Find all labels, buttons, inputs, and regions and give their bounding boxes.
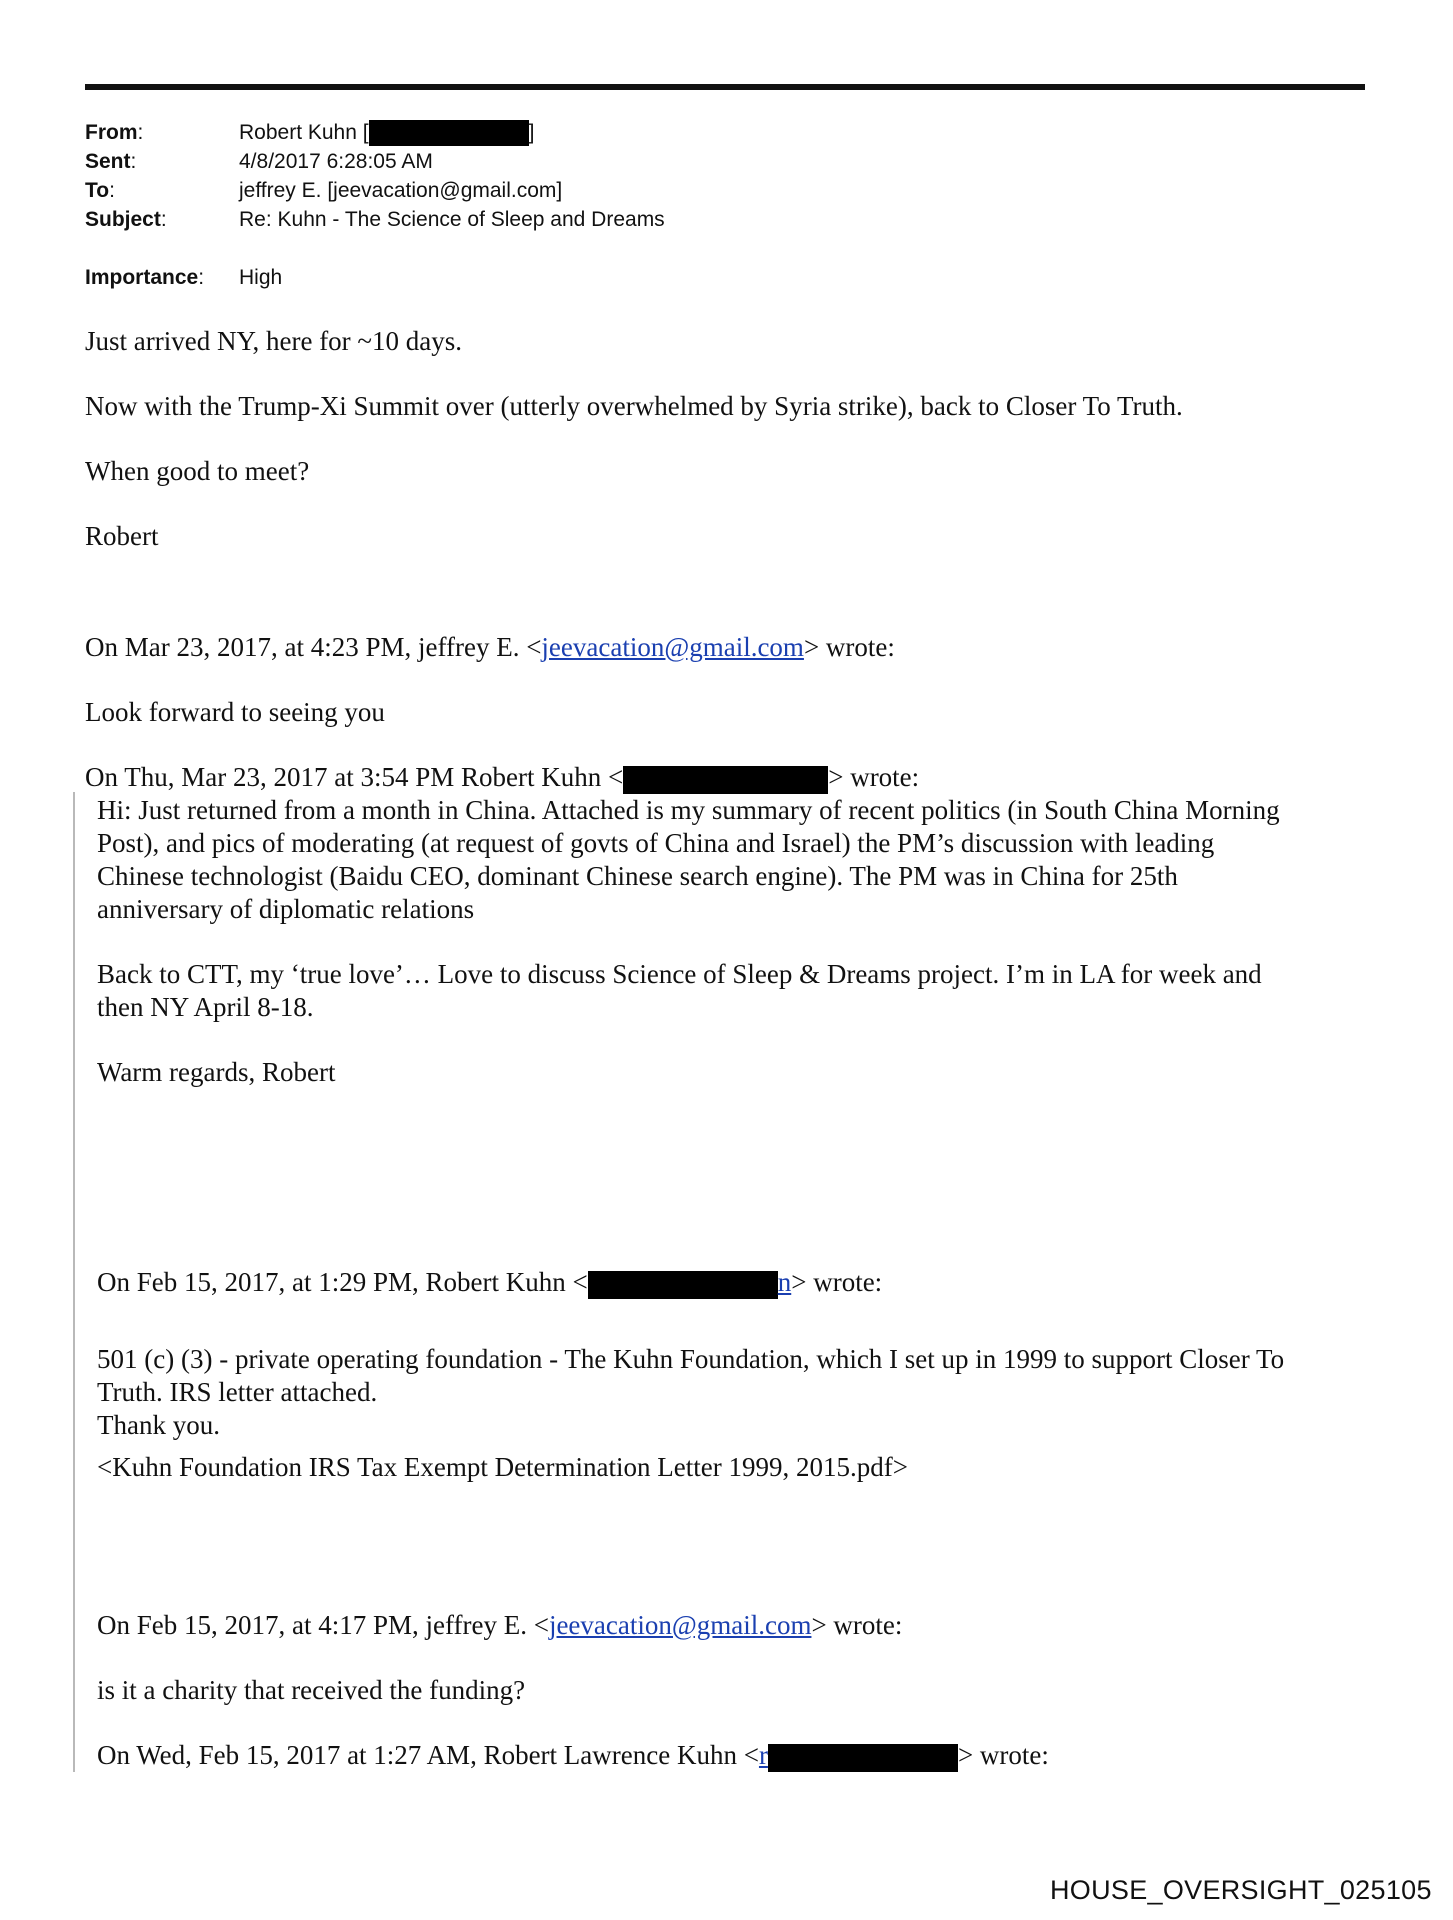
quoted-line: Truth. IRS letter attached. <box>97 1377 378 1407</box>
quoted-line: anniversary of diplomatic relations <box>97 894 475 924</box>
message-paragraph: When good to meet? <box>85 456 310 486</box>
email-link[interactable]: n <box>777 1267 792 1297</box>
to-value: jeffrey E. [jeevacation@gmail.com] <box>239 179 563 202</box>
email-header <box>85 118 785 288</box>
sent-value: 4/8/2017 6:28:05 AM <box>239 150 433 173</box>
reply-attribution: On Feb 15, 2017, at 4:17 PM, jeffrey E. <jeevacation@gmail.com> wrote: <box>97 1610 903 1640</box>
reply-attribution: On Mar 23, 2017, at 4:23 PM, jeffrey E. <jeevacation@gmail.com> wrote: <box>85 632 895 662</box>
quoted-line: Hi: Just returned from a month in China. Attached is my summary of recent politics (in South China Morning <box>97 795 1280 825</box>
header-rule <box>85 84 1365 90</box>
quoted-line: 501 (c) (3) - private operating foundation - The Kuhn Foundation, which I set up in 1999 to support Closer To <box>97 1344 1285 1374</box>
email-link[interactable]: jeevacation@gmail.com <box>541 632 804 662</box>
quoted-signoff: Warm regards, Robert <box>97 1057 336 1087</box>
subject-value: Re: Kuhn - The Science of Sleep and Dreams <box>239 208 665 231</box>
email-link[interactable]: r <box>758 1740 768 1770</box>
quoted-line: Thank you. <box>97 1410 220 1440</box>
quote-bar <box>73 792 75 1772</box>
importance-value: High <box>239 266 283 289</box>
from-label: From: <box>85 121 144 144</box>
redaction-box <box>623 766 828 794</box>
reply-attribution: On Feb 15, 2017, at 1:29 PM, Robert Kuhn < n> wrote: <box>97 1267 883 1297</box>
reply-attribution: On Wed, Feb 15, 2017 at 1:27 AM, Robert Lawrence Kuhn <r > wrote: <box>97 1740 1049 1770</box>
importance-label: Importance: <box>85 266 205 289</box>
reply-body: Look forward to seeing you <box>85 697 385 727</box>
subject-label: Subject: <box>85 208 167 231</box>
sent-label: Sent: <box>85 150 137 173</box>
redaction-box <box>588 1271 778 1299</box>
redaction-box <box>768 1744 958 1772</box>
from-value: Robert Kuhn [ ] <box>239 118 534 147</box>
quoted-line: Back to CTT, my ‘true love’… Love to discuss Science of Sleep & Dreams project. I’m in LA for week and <box>97 959 1262 989</box>
message-signature: Robert <box>85 521 159 551</box>
email-link[interactable]: jeevacation@gmail.com <box>548 1610 812 1640</box>
to-label: To: <box>85 179 115 202</box>
redaction-box <box>369 120 529 146</box>
quoted-line: Post), and pics of moderating (at request of govts of China and Israel) the PM’s discussion with leading <box>97 828 1215 858</box>
quoted-line: Chinese technologist (Baidu CEO, dominant Chinese search engine). The PM was in China for 25th <box>97 861 1178 891</box>
message-paragraph: Now with the Trump-Xi Summit over (utterly overwhelmed by Syria strike), back to Closer To Truth. <box>85 391 1183 421</box>
reply-body: is it a charity that received the funding? <box>97 1675 526 1705</box>
quoted-line: then NY April 8-18. <box>97 992 314 1022</box>
message-paragraph: Just arrived NY, here for ~10 days. <box>85 326 463 356</box>
bates-number: HOUSE_OVERSIGHT_025105 <box>1050 1875 1432 1905</box>
reply-attribution: On Thu, Mar 23, 2017 at 3:54 PM Robert Kuhn < > wrote: <box>85 762 920 792</box>
attachment-name: <Kuhn Foundation IRS Tax Exempt Determination Letter 1999, 2015.pdf> <box>97 1452 908 1482</box>
